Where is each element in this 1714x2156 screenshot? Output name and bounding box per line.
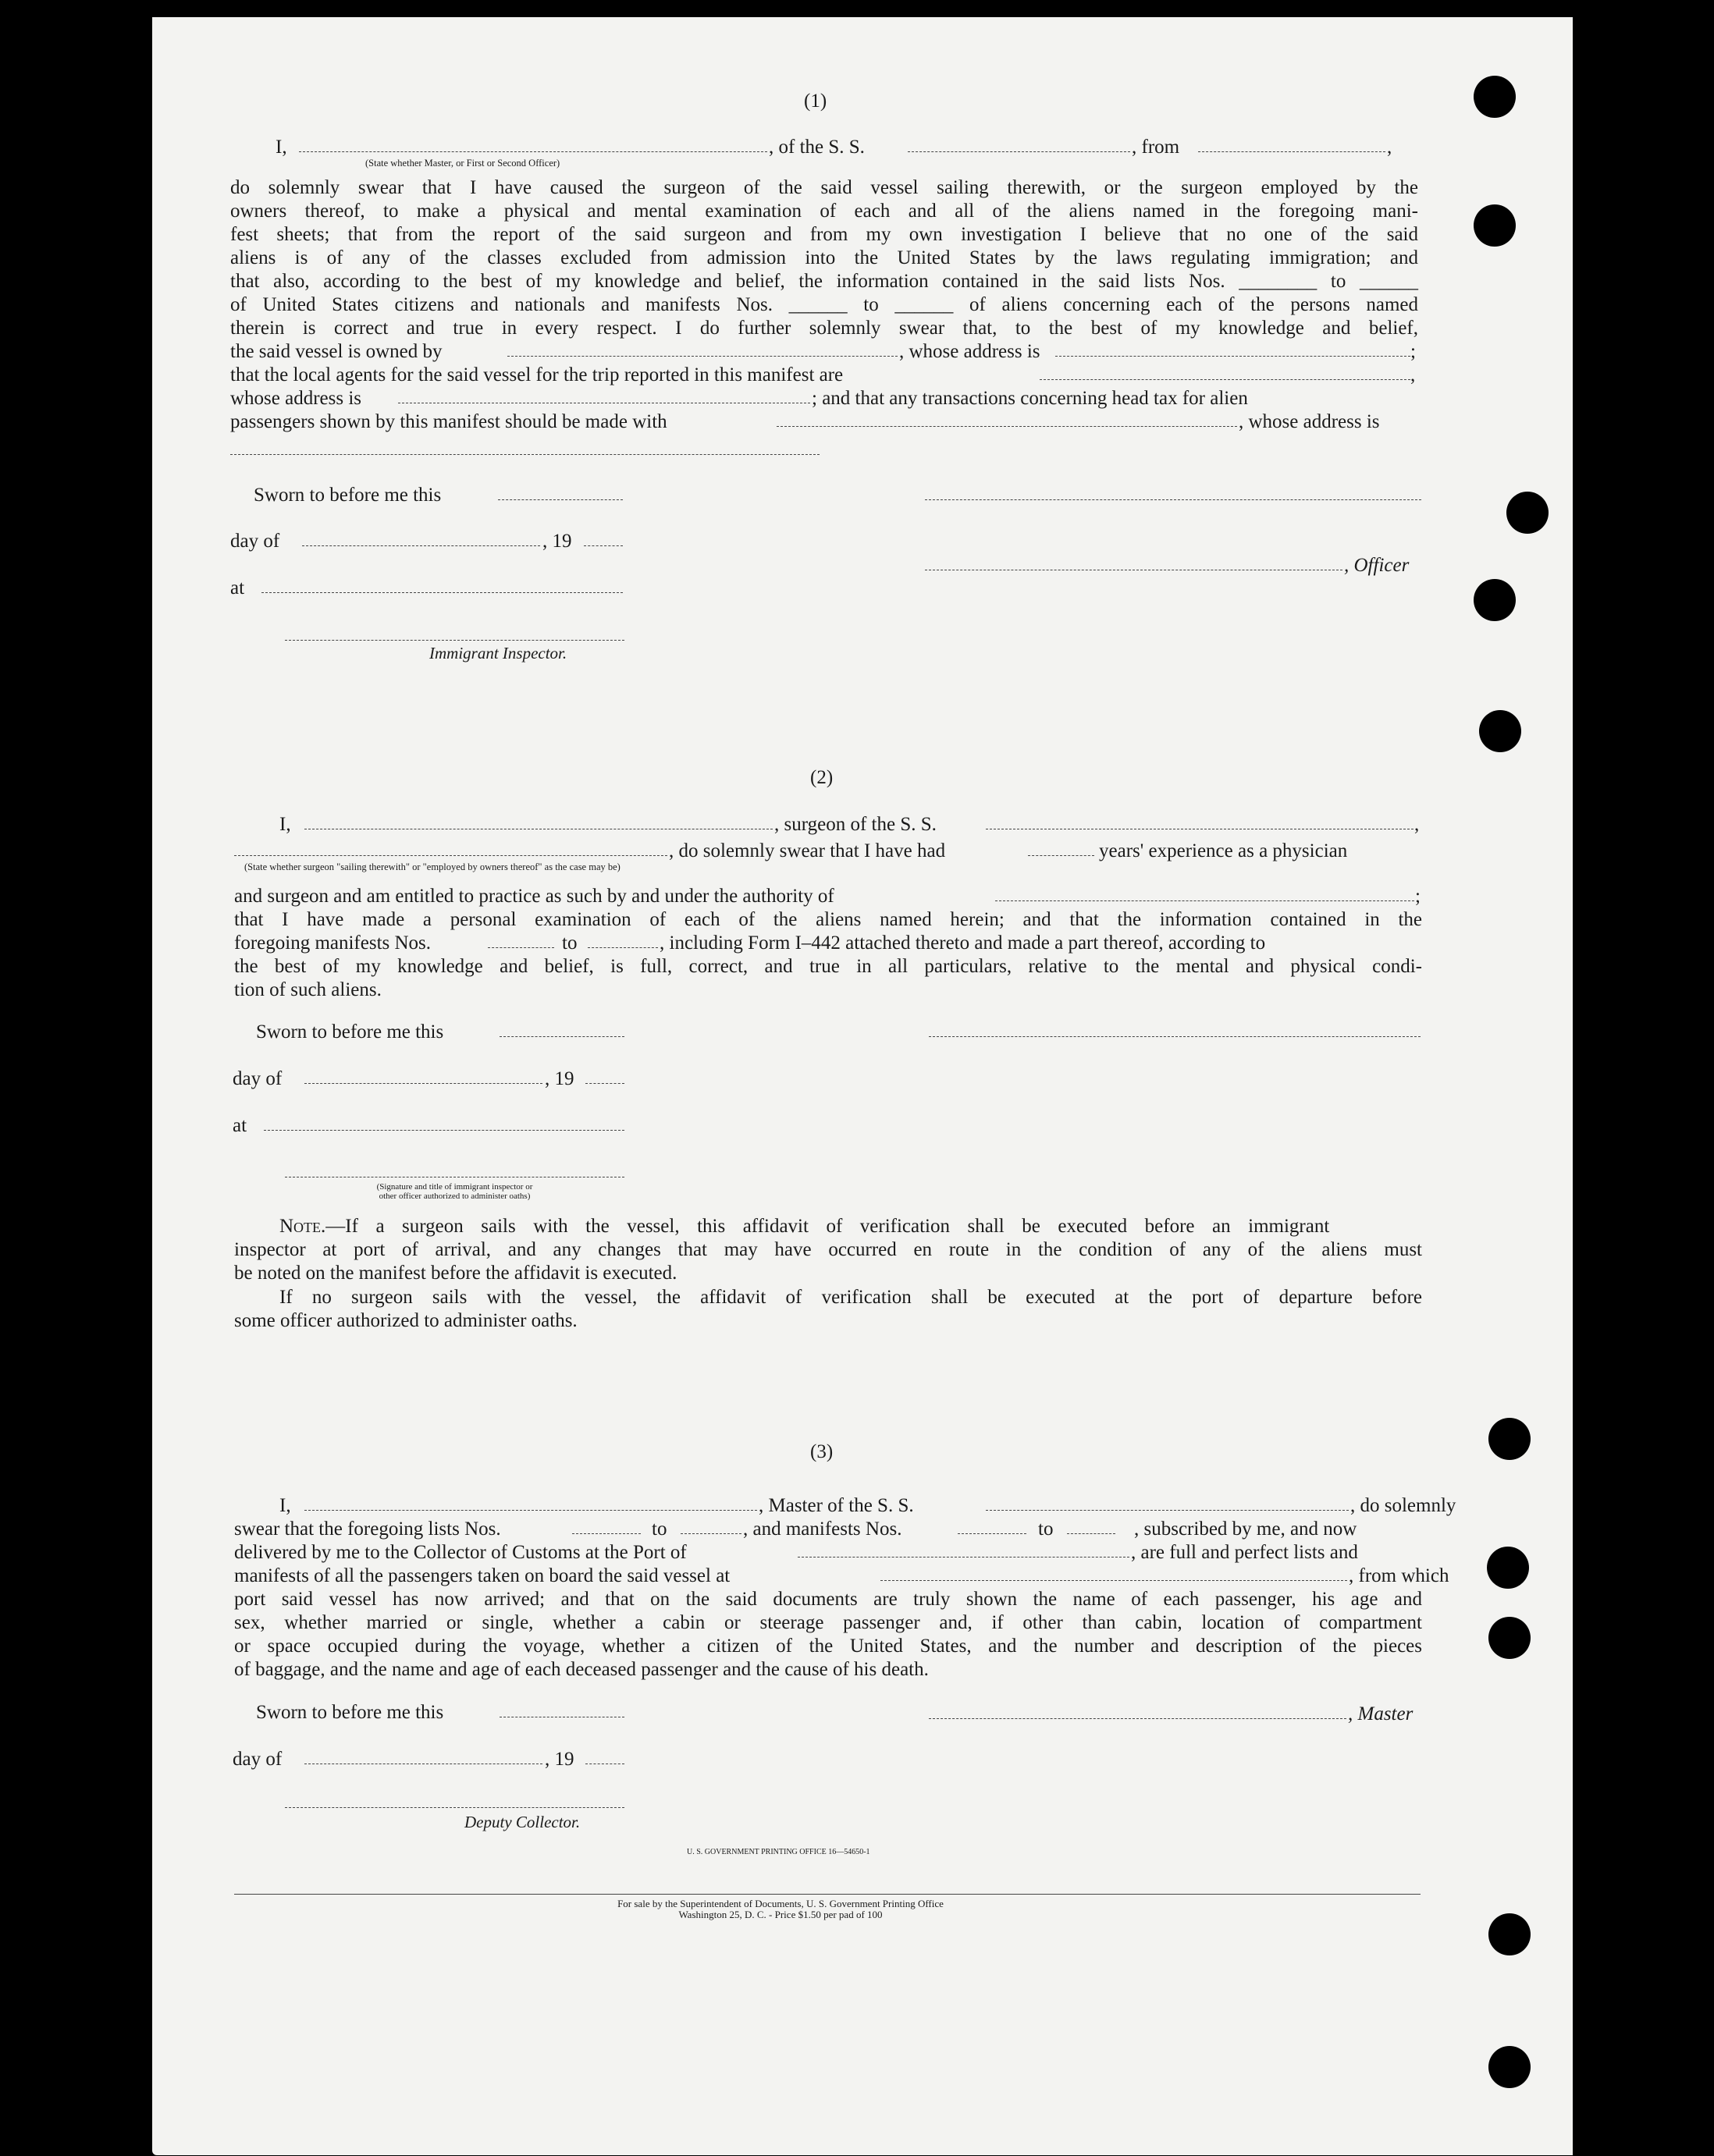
s1-sworn-day-field[interactable] [498,499,623,500]
s2-body-line-2: the best of my knowledge and belief, is full, correct, and true in all particulars, relative to the mental and physical condi- [234,956,1422,977]
s1-body-line-7: therein is correct and true in every respect. I do further solemnly swear that, to the best of my knowledge and belief, [230,318,1418,339]
authority-field[interactable] [995,900,1414,901]
punch-hole [1479,710,1521,752]
s3-body-line-1: port said vessel has now arrived; and that on the said documents are truly shown the name of each passenger, his age and [234,1589,1422,1610]
s2-to-label: to [562,932,578,954]
surgeon-type-field[interactable] [234,855,667,856]
s2-comma: , [1414,814,1420,835]
s2-manifest-from-field[interactable] [488,947,554,948]
s2-year-field[interactable] [585,1083,624,1084]
years-experience-field[interactable] [1028,855,1094,856]
footer-rule [234,1894,1421,1895]
punch-hole [1488,1913,1531,1955]
s1-body-line-6: of United States citizens and nationals and manifests Nos. ______ to ______ of aliens concerning each of the persons named [230,294,1418,315]
s3-to-label: to [652,1518,667,1540]
s1-from-label: , from [1132,137,1180,158]
ship-name-field[interactable] [908,151,1130,152]
s3-master-signature-field[interactable] [929,1718,1346,1719]
s3-manifests-label: manifests of all the passengers taken on board the said vessel at [234,1565,731,1586]
s1-ship-label: , of the S. S. [769,137,865,158]
s2-at-label: at [233,1115,247,1136]
s1-owner-address-label: , whose address is [899,341,1040,362]
s3-lists-from-field[interactable] [572,1533,641,1534]
s1-agents-label: that the local agents for the said vessel for the trip reported in this manifest are [230,364,844,385]
s3-i-label: I, [279,1495,291,1516]
note-text-4: If no surgeon sails with the vessel, the affidavit of verification shall be executed at the port of departure before [279,1287,1422,1308]
punch-hole [1487,1547,1529,1589]
punch-hole [1488,1418,1531,1460]
s1-body-line-2: owners thereof, to make a physical and mental examination of each and all of the aliens named in the foregoing mani- [230,201,1418,222]
note-text-3: be noted on the manifest before the affidavit is executed. [234,1263,677,1284]
s3-sworn-label: Sworn to before me this [256,1702,444,1723]
punch-hole [1488,1617,1531,1659]
s1-body-line-4: aliens is of any of the classes excluded from admission into the United States by the laws regulating immigration; and [230,247,1418,268]
s1-day-of-label: day of [230,531,280,552]
sale-notice-line-1: For sale by the Superintendent of Documents, U. S. Government Printing Office [617,1898,944,1909]
s1-month-field[interactable] [302,545,540,546]
s3-manifests-from-field[interactable] [958,1533,1026,1534]
s1-head-tax-label: ; and that any transactions concerning head tax for alien [812,388,1248,409]
port-of-arrival-field[interactable] [798,1557,1129,1558]
s3-collector-signature-field[interactable] [285,1807,624,1808]
s3-from-which-label: , from which [1349,1565,1449,1586]
s1-inspector-label: Immigrant Inspector. [429,644,567,662]
section-2-number: (2) [810,767,834,788]
s2-sig-hint-2: other officer authorized to administer oaths) [379,1192,531,1201]
s1-comma: , [1387,137,1392,158]
s2-place-field[interactable] [264,1130,624,1131]
s1-passengers-label: passengers shown by this manifest should be made with [230,411,667,432]
s2-years-label: years' experience as a physician [1099,840,1348,861]
contact-address-field[interactable] [230,454,820,455]
s2-foregoing-label: foregoing manifests Nos. [234,932,432,954]
s3-and-manifests-label: , and manifests Nos. [743,1518,902,1540]
s3-body-line-2: sex, whether married or single, whether a cabin or steerage passenger and, if other than cabin, location of compartment [234,1612,1422,1633]
s3-delivered-label: delivered by me to the Collector of Customs at the Port of [234,1542,687,1563]
note-text-2: inspector at port of arrival, and any changes that may have occurred en route in the condition of any of the aliens must [234,1239,1422,1260]
form-page [152,17,1573,2155]
owner-address-field[interactable] [1055,356,1410,357]
departure-port-field[interactable] [1198,151,1385,152]
officer-rank-field[interactable] [299,151,767,152]
s1-semicolon: ; [1410,341,1416,362]
head-tax-contact-field[interactable] [777,426,1237,427]
punch-hole [1474,579,1516,621]
note-text-1: —If a surgeon sails with the vessel, this affidavit of verification shall be executed before an immigrant [325,1216,1330,1237]
s2-year-label: , 19 [545,1068,574,1089]
owner-name-field[interactable] [507,356,898,357]
s3-year-label: , 19 [545,1749,574,1770]
s1-signature-field[interactable] [925,499,1421,500]
s2-sig-hint-1: (Signature and title of immigrant inspector or [376,1182,533,1192]
s2-signature-field[interactable] [929,1036,1421,1037]
section-3-number: (3) [810,1441,834,1462]
s2-sworn-label: Sworn to before me this [256,1021,444,1042]
s3-collector-label: Deputy Collector. [464,1813,581,1831]
s3-manifests-to-field[interactable] [1067,1533,1115,1534]
s1-contact-address-label: , whose address is [1239,411,1380,432]
s1-year-label: , 19 [542,531,572,552]
local-agents-field[interactable] [1040,379,1410,380]
s2-semicolon: ; [1415,886,1421,907]
punch-hole [1474,76,1516,118]
note-label: Note. [279,1216,326,1237]
s2-swear-label: , do solemnly swear that I have had [669,840,946,861]
s1-body-line-1: do solemnly swear that I have caused the surgeon of the said vessel sailing therewith, or the surgeon employed by the [230,177,1418,198]
sale-notice-line-2: Washington 25, D. C. - Price $1.50 per pad of 100 [678,1909,883,1920]
s2-month-field[interactable] [304,1083,542,1084]
s1-rank-hint: (State whether Master, or First or Second Officer) [365,158,560,169]
s1-sworn-label: Sworn to before me this [254,485,442,506]
punch-hole [1474,204,1516,247]
section-1-number: (1) [804,91,827,112]
s2-body-line-1: that I have made a personal examination of each of the aliens named herein; and that the information contained in the [234,909,1422,930]
s3-ship-name-field[interactable] [986,1510,1349,1511]
s3-body-line-4: of baggage, and the name and age of each deceased passenger and the cause of his death. [234,1659,929,1680]
s2-surgeon-hint: (State whether surgeon "sailing therewith" or "employed by owners thereof" as the case may be) [244,861,621,872]
s3-master-of-label: , Master of the S. S. [759,1495,914,1516]
s3-master-label: , Master [1348,1703,1414,1724]
s2-manifest-to-field[interactable] [588,947,658,948]
s2-sworn-day-field[interactable] [500,1036,624,1037]
s2-body-line-3: tion of such aliens. [234,979,382,1000]
s3-swear-label: swear that the foregoing lists Nos. [234,1518,501,1540]
s3-full-label: , are full and perfect lists and [1131,1542,1358,1563]
s1-year-field[interactable] [584,545,623,546]
s1-body-line-3: fest sheets; that from the report of the said surgeon and from my own investigation I believe that no one of the said [230,224,1418,245]
s3-solemnly-label: , do solemnly [1350,1495,1456,1516]
punch-hole [1506,492,1549,534]
s2-including-label: , including Form I–442 attached thereto and made a part thereof, according to [660,932,1266,954]
s1-i-label: I, [276,137,287,158]
punch-hole [1488,2046,1531,2088]
gpo-imprint: U. S. GOVERNMENT PRINTING OFFICE 16—54650-1 [687,1848,870,1856]
s1-owned-by-label: the said vessel is owned by [230,341,443,362]
s3-day-of-label: day of [233,1749,283,1770]
s1-at-label: at [230,577,245,598]
s3-body-line-3: or space occupied during the voyage, whether a citizen of the United States, and the number and description of the pieces [234,1636,1422,1657]
s1-place-field[interactable] [261,592,623,593]
s1-agent-address-label: whose address is [230,388,362,409]
s1-body-line-5: that also, according to the best of my knowledge and belief, the information contained in the said lists Nos. ________ to ______ [230,271,1418,292]
note-first-line [279,1215,1329,1238]
s3-subscribed-label: , subscribed by me, and now [1134,1518,1357,1540]
master-name-field[interactable] [304,1510,757,1511]
note-text-5: some officer authorized to administer oaths. [234,1310,578,1331]
s2-i-label: I, [279,814,291,835]
s2-authority-label: and surgeon and am entitled to practice as such by and under the authority of [234,886,834,907]
s2-day-of-label: day of [233,1068,283,1089]
s2-surgeon-of-label: , surgeon of the S. S. [774,814,937,835]
s1-comma-2: , [1410,364,1416,385]
s3-lists-to-field[interactable] [681,1533,741,1534]
s1-officer-label: , Officer [1344,555,1410,576]
port-of-departure-field[interactable] [880,1580,1347,1581]
s3-to-label-2: to [1038,1518,1054,1540]
s1-inspector-signature-field[interactable] [285,640,624,641]
